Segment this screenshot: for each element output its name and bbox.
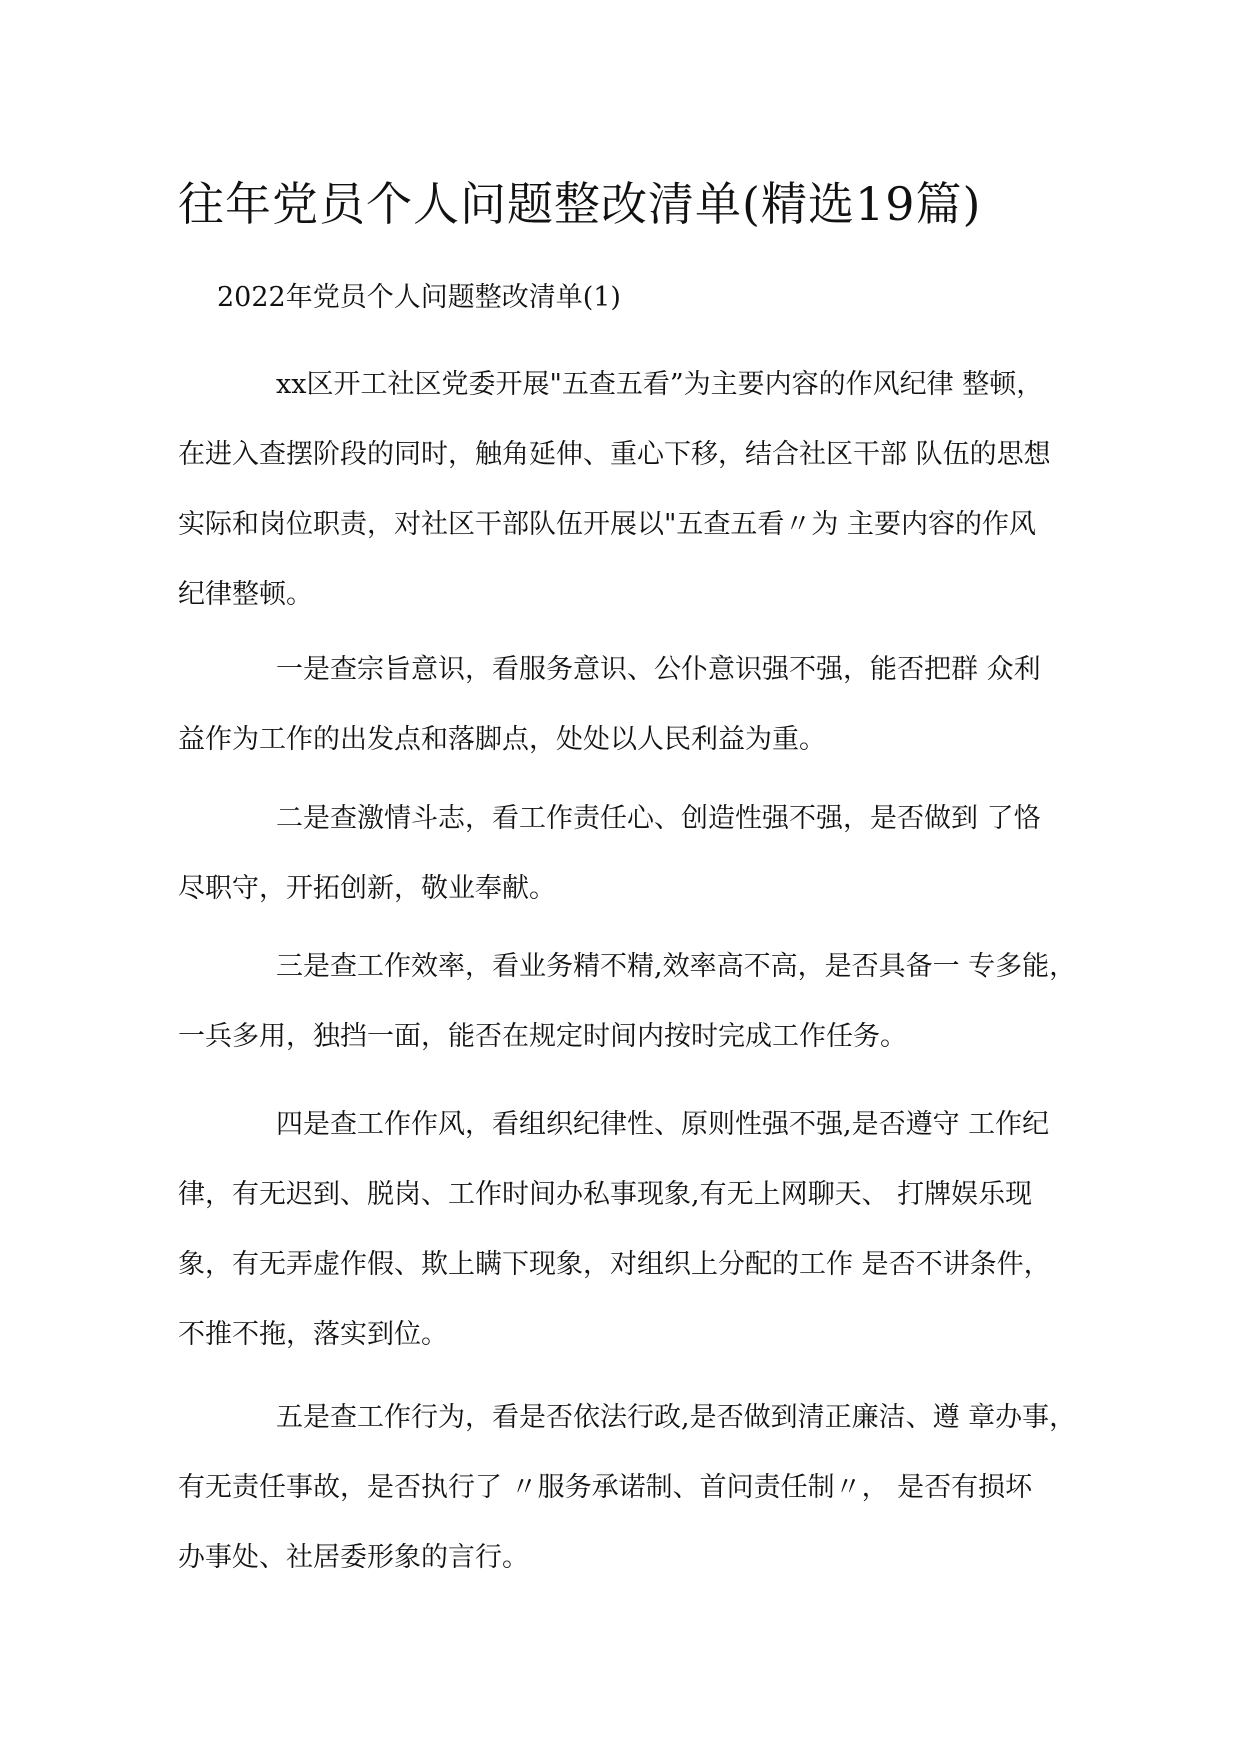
paragraph-line: 四是查工作作风，看组织纪律性、原则性强不强,是否遵守 工作纪: [276, 1109, 1050, 1140]
paragraph-line: 三是查工作效率，看业务精不精,效率高不高，是否具备一 专多能，: [276, 951, 1077, 982]
paragraph-line: 五是查工作行为，看是否依法行政,是否做到清正廉洁、遵 章办事，: [276, 1402, 1077, 1433]
paragraph: [178, 635, 1078, 775]
paragraph-line: 律，有无迟到、脱岗、工作时间办私事现象,有无上网聊天、 打牌娱乐现: [178, 1179, 1033, 1210]
paragraph-line: 纪律整顿。: [178, 579, 313, 610]
paragraph-line: 尽职守，开拓创新，敬业奉献。: [178, 873, 556, 904]
paragraph-line: 有无责任事故，是否执行了 〃服务承诺制、首问责任制〃， 是否有损坏: [178, 1472, 1033, 1503]
paragraph-line: xx区开工社区党委开展"五查五看”为主要内容的作风纪律 整顿，: [276, 369, 1044, 400]
paragraph-line: 实际和岗位职责，对社区干部队伍开展以"五查五看〃为 主要内容的作风: [178, 509, 1037, 540]
paragraph-line: 办事处、社居委形象的言行。: [178, 1542, 529, 1573]
paragraph: [178, 1383, 1078, 1593]
paragraph-line: 二是查激情斗志，看工作责任心、创造性强不强，是否做到 了恪: [276, 803, 1041, 834]
paragraph: [178, 932, 1078, 1072]
paragraph-line: 一是查宗旨意识，看服务意识、公仆意识强不强，能否把群 众利: [276, 654, 1041, 685]
paragraph-line: 在进入查摆阶段的同时，触角延伸、重心下移，结合社区干部 队伍的思想: [178, 439, 1051, 470]
paragraph-line: 象，有无弄虚作假、欺上瞒下现象，对组织上分配的工作 是否不讲条件，: [178, 1249, 1051, 1280]
paragraph: [178, 350, 1078, 630]
paragraph-line: 不推不拖，落实到位。: [178, 1319, 448, 1350]
paragraph: [178, 784, 1078, 924]
paragraph-line: 益作为工作的出发点和落脚点，处处以人民利益为重。: [178, 724, 826, 755]
document-subtitle: 2022年党员个人问题整改清单(1): [217, 282, 621, 313]
document-title: 往年党员个人问题整改清单(精选19篇): [178, 177, 982, 231]
paragraph-line: 一兵多用，独挡一面，能否在规定时间内按时完成工作任务。: [178, 1021, 907, 1052]
paragraph: [178, 1090, 1078, 1370]
